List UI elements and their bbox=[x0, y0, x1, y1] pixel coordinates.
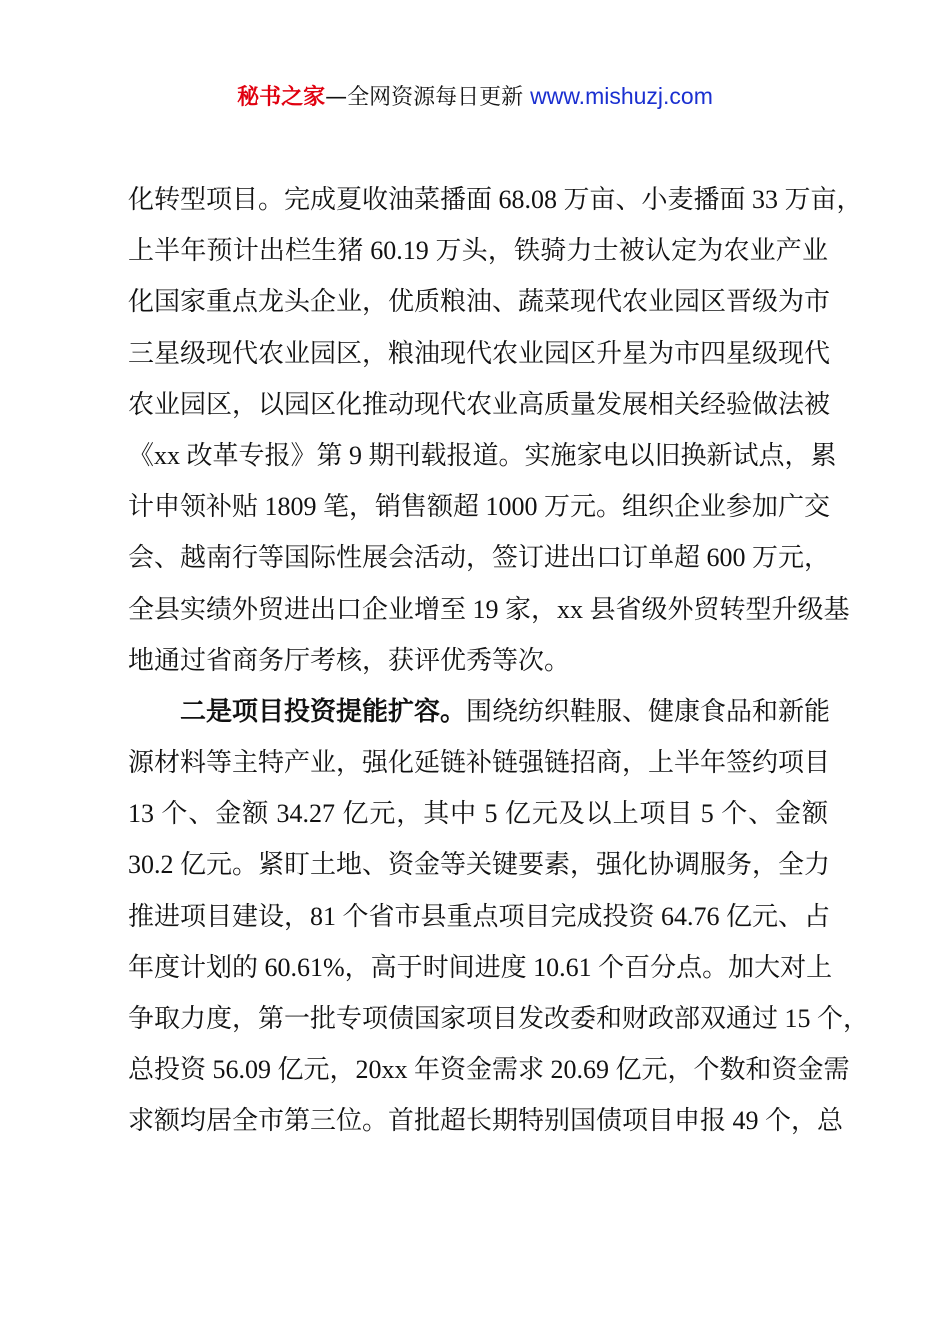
header-tagline: —全网资源每日更新 bbox=[325, 85, 524, 110]
body-line: 三星级现代农业园区，粮油现代农业园区升星为市四星级现代 bbox=[128, 338, 831, 368]
body-line: 总投资 56.09 亿元，20xx 年资金需求 20.69 亿元，个数和资金需 bbox=[128, 1055, 850, 1085]
body-line: 13 个、金额 34.27 亿元，其中 5 亿元及以上项目 5 个、金额 bbox=[128, 799, 828, 829]
body-line: 争取力度，第一批专项债国家项目发改委和财政部双通过 15 个， bbox=[128, 1004, 870, 1033]
body-line: 计申领补贴 1809 笔，销售额超 1000 万元。组织企业参加广交 bbox=[128, 492, 831, 522]
body-line: 源材料等主特产业，强化延链补链强链招商，上半年签约项目 bbox=[128, 748, 831, 778]
body-line: 化国家重点龙头企业，优质粮油、蔬菜现代农业园区晋级为市 bbox=[128, 287, 831, 317]
body-line: 农业园区，以园区化推动现代农业高质量发展相关经验做法被 bbox=[128, 389, 831, 419]
body-line: 全县实绩外贸进出口企业增至 19 家，xx 县省级外贸转型升级基 bbox=[128, 594, 850, 624]
section-heading: 二是项目投资提能扩容。 bbox=[180, 696, 467, 726]
body-line: 地通过省商务厅考核，获评优秀等次。 bbox=[128, 645, 571, 675]
body-line: 求额均居全市第三位。首批超长期特别国债项目申报 49 个，总 bbox=[128, 1106, 844, 1136]
site-url-link[interactable]: www.mishuzj.com bbox=[530, 83, 713, 109]
body-line: 会、越南行等国际性展会活动，签订进出口订单超 600 万元， bbox=[128, 543, 831, 573]
body-line-rest: 围绕纺织鞋服、健康食品和新能 bbox=[466, 696, 831, 726]
body-line: 30.2 亿元。紧盯土地、资金等关键要素，强化协调服务，全力 bbox=[128, 850, 831, 880]
body-line: 上半年预计出栏生猪 60.19 万头，铁骑力士被认定为农业产业 bbox=[128, 236, 828, 266]
body-line: 推进项目建设，81 个省市县重点项目完成投资 64.76 亿元、占 bbox=[128, 901, 831, 931]
body-line: 《xx 改革专报》第 9 期刊载报道。实施家电以旧换新试点，累 bbox=[128, 440, 837, 470]
brand-name: 秘书之家 bbox=[237, 85, 326, 110]
site-header bbox=[0, 80, 950, 114]
section-heading-line bbox=[128, 686, 831, 737]
body-line: 化转型项目。完成夏收油菜播面 68.08 万亩、小麦播面 33 万亩， bbox=[128, 185, 863, 214]
body-line: 年度计划的 60.61%，高于时间进度 10.61 个百分点。加大对上 bbox=[128, 952, 833, 982]
document-body bbox=[128, 174, 870, 1147]
